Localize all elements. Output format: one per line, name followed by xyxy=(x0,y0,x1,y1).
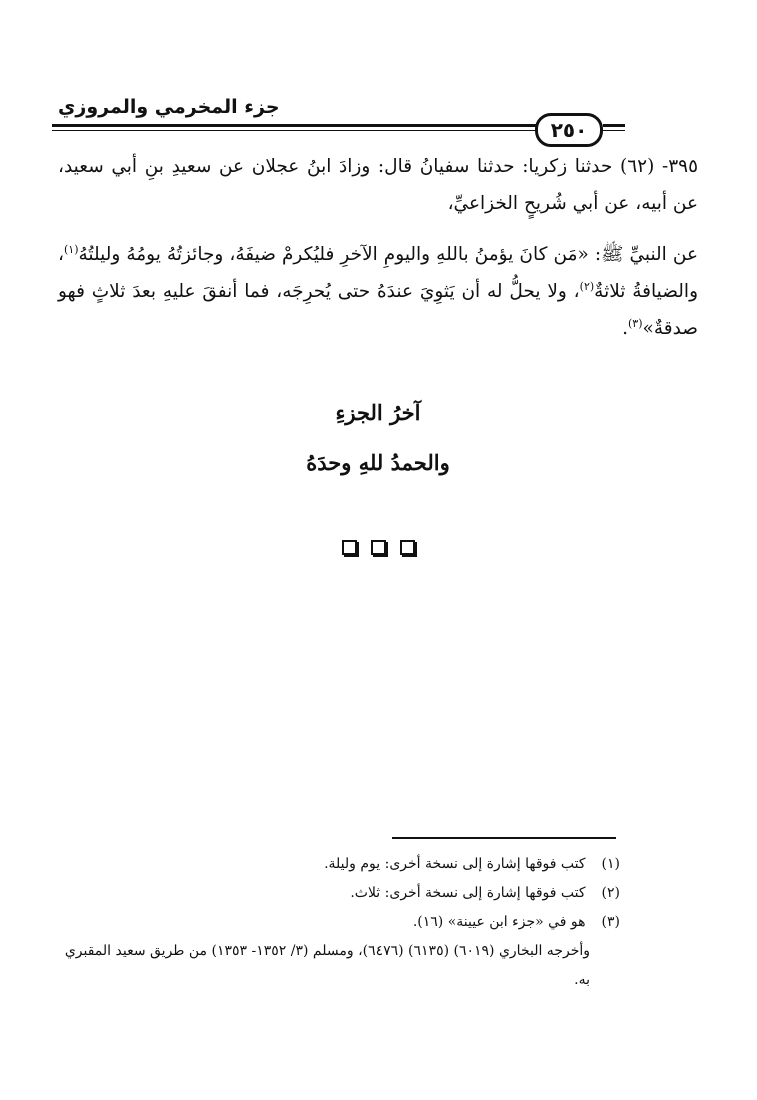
footnote-3-continuation: وأخرجه البخاري (٦٠١٩) (٦١٣٥) (٦٤٧٦)، ومسلم (٣/ ١٣٥٢- ١٣٥٣) من طريق سعيد المقبري به. xyxy=(64,943,590,988)
matn-part-1: عن النبيِّ ﷺ: «مَن كانَ يؤمنُ باللهِ واليومِ الآخرِ فليُكرمْ ضيفَهُ، وجائزتُهُ يومُهُ وليلتُهُ xyxy=(78,244,698,265)
footnote-text: هو في «جزء ابن عيينة» (١٦). xyxy=(412,914,586,930)
matn-end: . xyxy=(622,318,628,339)
page-number xyxy=(535,113,603,147)
footnote-3 xyxy=(58,908,620,937)
hadith-matn xyxy=(58,236,698,347)
page-number-ornament-thin xyxy=(603,130,625,131)
footnote-1 xyxy=(58,850,620,879)
footnote-separator xyxy=(392,837,616,839)
isnad-line-1: ٣٩٥- (٦٢) حدثنا زكريا: حدثنا سفيانُ قال: وزادَ ابنُ عجلان عن سعيدِ بنِ xyxy=(144,156,699,177)
box-icon xyxy=(371,540,386,555)
footnote-2 xyxy=(58,879,620,908)
header-rule xyxy=(52,124,540,127)
matn-part-3: ، ولا يحلُّ له أن يَثوِيَ عندَهُ حتى يُحرِجَه، فما أنفقَ عليهِ بعدَ ثلاثٍ فهو صدقةٌ» xyxy=(58,281,698,339)
footnote-ref-1[interactable]: (١) xyxy=(63,242,79,256)
hadith-isnad xyxy=(58,148,698,222)
page-number-ornament xyxy=(603,124,625,127)
footnote-ref-3[interactable]: (٣) xyxy=(627,316,643,330)
footnote-number: (٢) xyxy=(601,885,620,901)
box-icon xyxy=(342,540,357,555)
header-rule-thin xyxy=(52,130,540,131)
footnote-text: كتب فوقها إشارة إلى نسخة أخرى: يوم وليلة. xyxy=(324,856,586,872)
footnotes xyxy=(58,850,620,995)
isnad-line-2: أبي سعيد، عن أبيه، عن أبي شُريحٍ الخزاعيِّ، xyxy=(58,156,698,214)
hadith-text xyxy=(58,148,698,347)
end-of-part-title: آخرُ الجزءِ xyxy=(335,400,421,425)
running-header-title: جزء المخرمي والمروزي xyxy=(58,96,280,118)
box-icon xyxy=(400,540,415,555)
footnote-number: (٣) xyxy=(601,914,620,930)
footnote-number: (١) xyxy=(601,856,620,872)
section-end-ornament xyxy=(278,540,478,555)
end-of-part-doxology: والحمدُ للهِ وحدَهُ xyxy=(306,450,450,475)
page-number-text: ٢٥٠ xyxy=(550,118,588,142)
footnote-text: كتب فوقها إشارة إلى نسخة أخرى: ثلاث. xyxy=(350,885,586,901)
matn-part-2: ، والضيافةُ ثلاثةٌ xyxy=(58,244,698,302)
footnote-ref-2[interactable]: (٢) xyxy=(579,279,595,293)
